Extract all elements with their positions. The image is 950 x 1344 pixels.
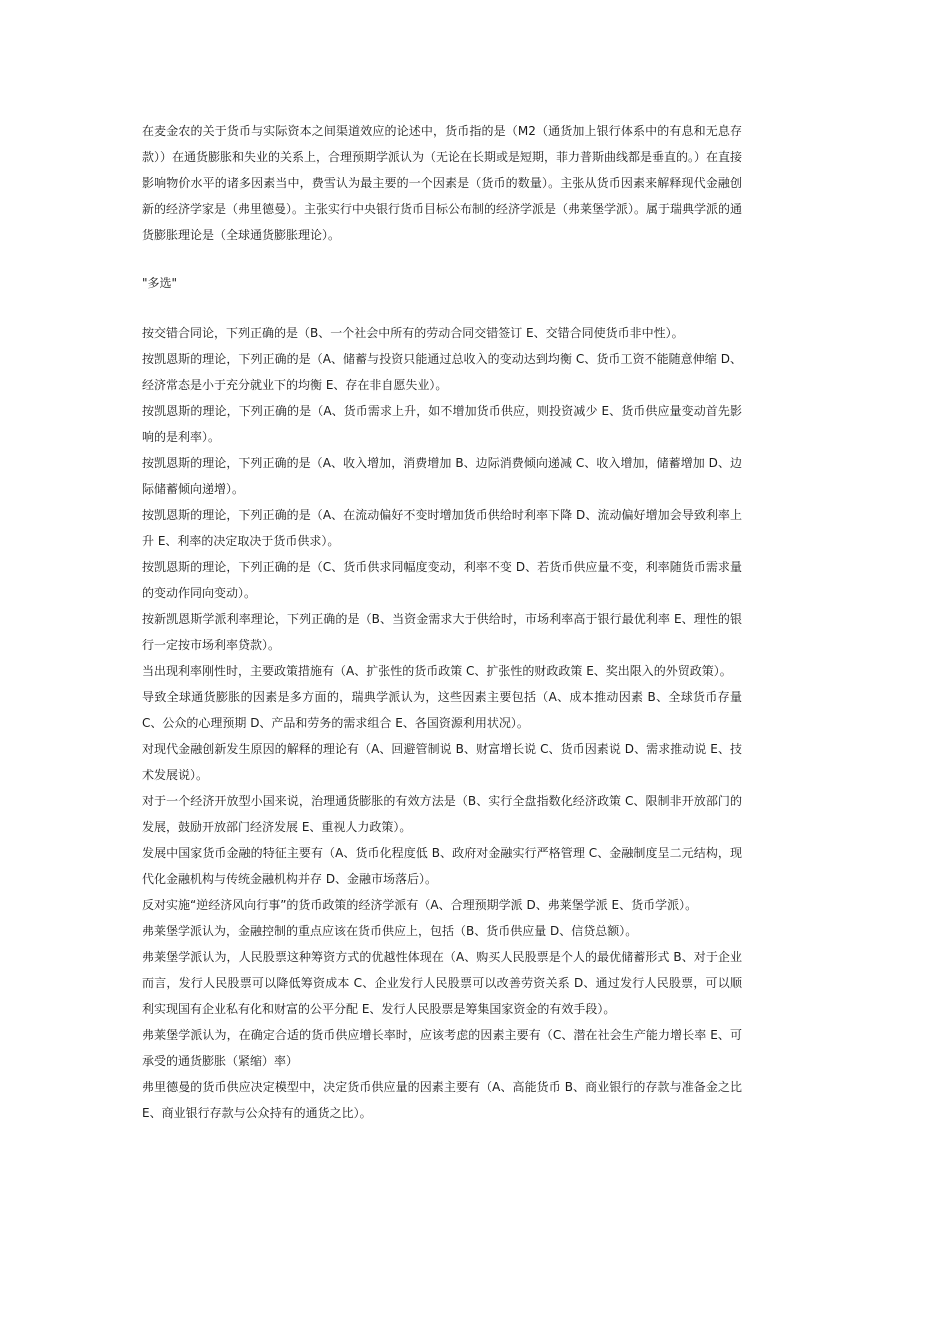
list-item: 当出现利率刚性时，主要政策措施有（A、扩张性的货币政策 C、扩张性的财政政策 E、奖出限入的外贸政策）。 xyxy=(142,664,732,678)
list-item: 按凯恩斯的理论，下列正确的是（A、货币需求上升，如不增加货币供应，则投资减少 E、货币供应量变动首先影响的是利率）。 xyxy=(142,404,742,444)
intro-paragraph: 在麦金农的关于货币与实际资本之间渠道效应的论述中，货币指的是（M2（通货加上银行体系中的有息和无息存款））在通货膨胀和失业的关系上，合理预期学派认为（无论在长期或是短期，菲力普斯曲线都是垂直的。）在直接影响物价水平的诸多因素当中，费雪认为最主要的一个因素是（货币的数量）。主张从货币因素来解释现代金融创新的经济学家是（弗里德曼）。主张实行中央银行货币目标公布制的经济学派是（弗莱堡学派）。属于瑞典学派的通货膨胀理论是（全球通货膨胀理论）。 xyxy=(142,124,743,242)
list-item: 弗莱堡学派认为，在确定合适的货币供应增长率时，应该考虑的因素主要有（C、潜在社会生产能力增长率 E、可承受的通货膨胀（紧缩）率） xyxy=(142,1028,742,1068)
list-item: 按凯恩斯的理论，下列正确的是（A、储蓄与投资只能通过总收入的变动达到均衡 C、货币工资不能随意伸缩 D、经济常态是小于充分就业下的均衡 E、存在非自愿失业）。 xyxy=(142,352,742,392)
section-title: "多选" xyxy=(142,276,178,290)
list-item: 弗里德曼的货币供应决定模型中，决定货币供应量的因素主要有（A、高能货币 B、商业银行的存款与准备金之比 E、商业银行存款与公众持有的通货之比）。 xyxy=(142,1080,742,1120)
list-item: 按凯恩斯的理论，下列正确的是（C、货币供求同幅度变动，利率不变 D、若货币供应量不变，利率随货币需求量的变动作同向变动）。 xyxy=(142,560,742,600)
question-list xyxy=(142,320,742,1126)
list-item: 按交错合同论，下列正确的是（B、一个社会中所有的劳动合同交错签订 E、交错合同使货币非中性）。 xyxy=(142,326,684,340)
list-item: 弗莱堡学派认为，人民股票这种筹资方式的优越性体现在（A、购买人民股票是个人的最优储蓄形式 B、对于企业而言，发行人民股票可以降低筹资成本 C、企业发行人民股票可以改善劳资关系 D、通过发行人民股票，可以顺利实现国有企业私有化和财富的公平分配 E、发行人民股票是筹集国家资金的有效手段）。 xyxy=(142,950,742,1016)
list-item: 对现代金融创新发生原因的解释的理论有（A、回避管制说 B、财富增长说 C、货币因素说 D、需求推动说 E、技术发展说）。 xyxy=(142,742,742,782)
list-item: 按凯恩斯的理论，下列正确的是（A、收入增加，消费增加 B、边际消费倾向递减 C、收入增加，储蓄增加 D、边际储蓄倾向递增）。 xyxy=(142,456,742,496)
document-page xyxy=(142,118,742,1126)
list-item: 按凯恩斯的理论，下列正确的是（A、在流动偏好不变时增加货币供给时利率下降 D、流动偏好增加会导致利率上升 E、利率的决定取决于货币供求）。 xyxy=(142,508,742,548)
list-item: 对于一个经济开放型小国来说，治理通货膨胀的有效方法是（B、实行全盘指数化经济政策 C、限制非开放部门的发展，鼓励开放部门经济发展 E、重视人力政策）。 xyxy=(142,794,742,834)
list-item: 反对实施“逆经济风向行事”的货币政策的经济学派有（A、合理预期学派 D、弗莱堡学派 E、货币学派）。 xyxy=(142,898,698,912)
list-item: 发展中国家货币金融的特征主要有（A、货币化程度低 B、政府对金融实行严格管理 C、金融制度呈二元结构，现代化金融机构与传统金融机构并存 D、金融市场落后）。 xyxy=(142,846,742,886)
list-item: 导致全球通货膨胀的因素是多方面的，瑞典学派认为，这些因素主要包括（A、成本推动因素 B、全球货币存量 C、公众的心理预期 D、产品和劳务的需求组合 E、各国资源利用状况）。 xyxy=(142,690,742,730)
list-item: 弗莱堡学派认为，金融控制的重点应该在货币供应上，包括（B、货币供应量 D、信贷总额）。 xyxy=(142,924,638,938)
list-item: 按新凯恩斯学派利率理论，下列正确的是（B、当资金需求大于供给时，市场利率高于银行最优利率 E、理性的银行一定按市场利率贷款）。 xyxy=(142,612,742,652)
